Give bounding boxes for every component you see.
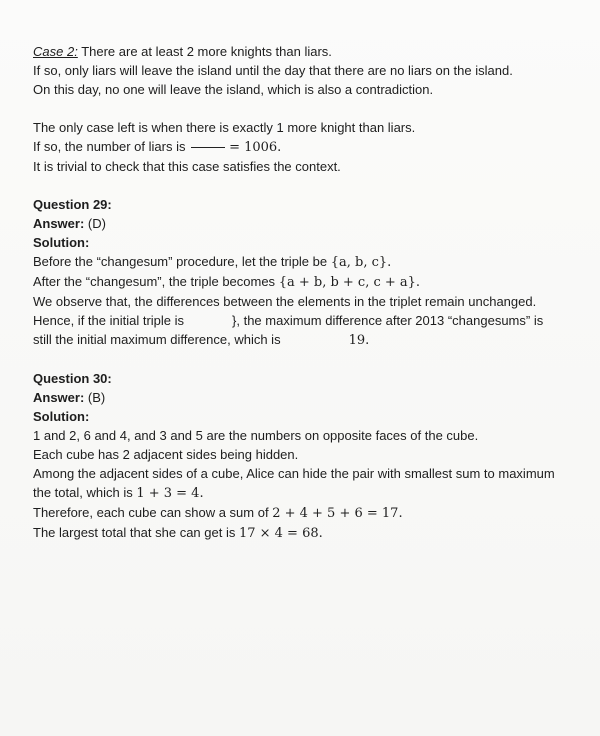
q30-line6 <box>33 523 573 543</box>
spacer <box>33 350 573 369</box>
q30-line1: 1 and 2, 6 and 4, and 3 and 5 are the numbers on opposite faces of the cube. <box>33 428 479 443</box>
case2-line3: On this day, no one will leave the island, which is also a contradiction. <box>33 82 434 97</box>
conclusion-line1: The only case left is when there is exactly 1 more knight than liars. <box>33 120 416 135</box>
q29-line5-prefix: still the initial maximum difference, which is <box>33 332 281 347</box>
fraction-bar <box>191 147 225 148</box>
q30-line5-text: Therefore, each cube can show a sum of <box>33 505 273 520</box>
q29-max-diff: 19. <box>348 333 370 348</box>
q29-solution-label: Solution: <box>33 235 90 250</box>
case2-line1 <box>33 42 573 61</box>
q29-line1 <box>33 252 573 272</box>
q29-line2 <box>33 272 573 292</box>
q29-line1-text: Before the “changesum” procedure, let the triple be <box>33 254 331 269</box>
q30-line3: Among the adjacent sides of a cube, Alice can hide the pair with smallest sum to maximum <box>33 466 555 481</box>
q30-answer-label: Answer: <box>33 390 85 405</box>
q29-heading: Question 29: <box>33 197 112 212</box>
solution-text <box>33 42 573 543</box>
spacer <box>33 176 573 195</box>
q29-line5 <box>33 330 573 350</box>
conclusion-line2 <box>33 137 573 157</box>
q29-line4 <box>33 311 573 330</box>
q30-heading: Question 30: <box>33 371 112 386</box>
case2-label: Case 2: <box>33 44 78 59</box>
q30-solution-label: Solution: <box>33 409 90 424</box>
q29-line3: We observe that, the differences between the elements in the triplet remain unchanged. <box>33 294 537 309</box>
q30-answer-value: (B) <box>84 390 106 405</box>
q30-line2: Each cube has 2 adjacent sides being hidden. <box>33 447 299 462</box>
case2-text: There are at least 2 more knights than liars. <box>77 44 332 59</box>
q30-cube-sum: 2 + 4 + 5 + 6 = 17. <box>272 506 403 521</box>
q30-answer <box>33 388 573 407</box>
conclusion-line3: It is trivial to check that this case satisfies the context. <box>33 159 341 174</box>
q30-total: 17 × 4 = 68. <box>238 526 323 541</box>
q29-answer <box>33 214 573 233</box>
q30-line4-text: the total, which is <box>33 485 137 500</box>
q30-line5 <box>33 503 573 523</box>
liars-text: If so, the number of liars is <box>33 139 186 154</box>
q29-answer-label: Answer: <box>33 216 85 231</box>
liars-count: = 1006. <box>229 140 282 155</box>
q29-line2-text: After the “changesum”, the triple becomes <box>33 274 279 289</box>
q30-line6-text: The largest total that she can get is <box>33 525 239 540</box>
q30-line4 <box>33 483 573 503</box>
case2-line2: If so, only liars will leave the island until the day that there are no liars on the island. <box>33 63 513 78</box>
q29-triple: {a, b, c}. <box>330 255 392 270</box>
q29-line4-prefix: Hence, if the initial triple is <box>33 313 185 328</box>
q29-line4-suffix: }, the maximum difference after 2013 “changesums” is <box>232 313 544 328</box>
q30-min-sum: 1 + 3 = 4. <box>136 486 204 501</box>
spacer <box>33 99 573 118</box>
q29-answer-value: (D) <box>84 216 106 231</box>
q29-new-triple: {a + b, b + c, c + a}. <box>278 275 421 290</box>
